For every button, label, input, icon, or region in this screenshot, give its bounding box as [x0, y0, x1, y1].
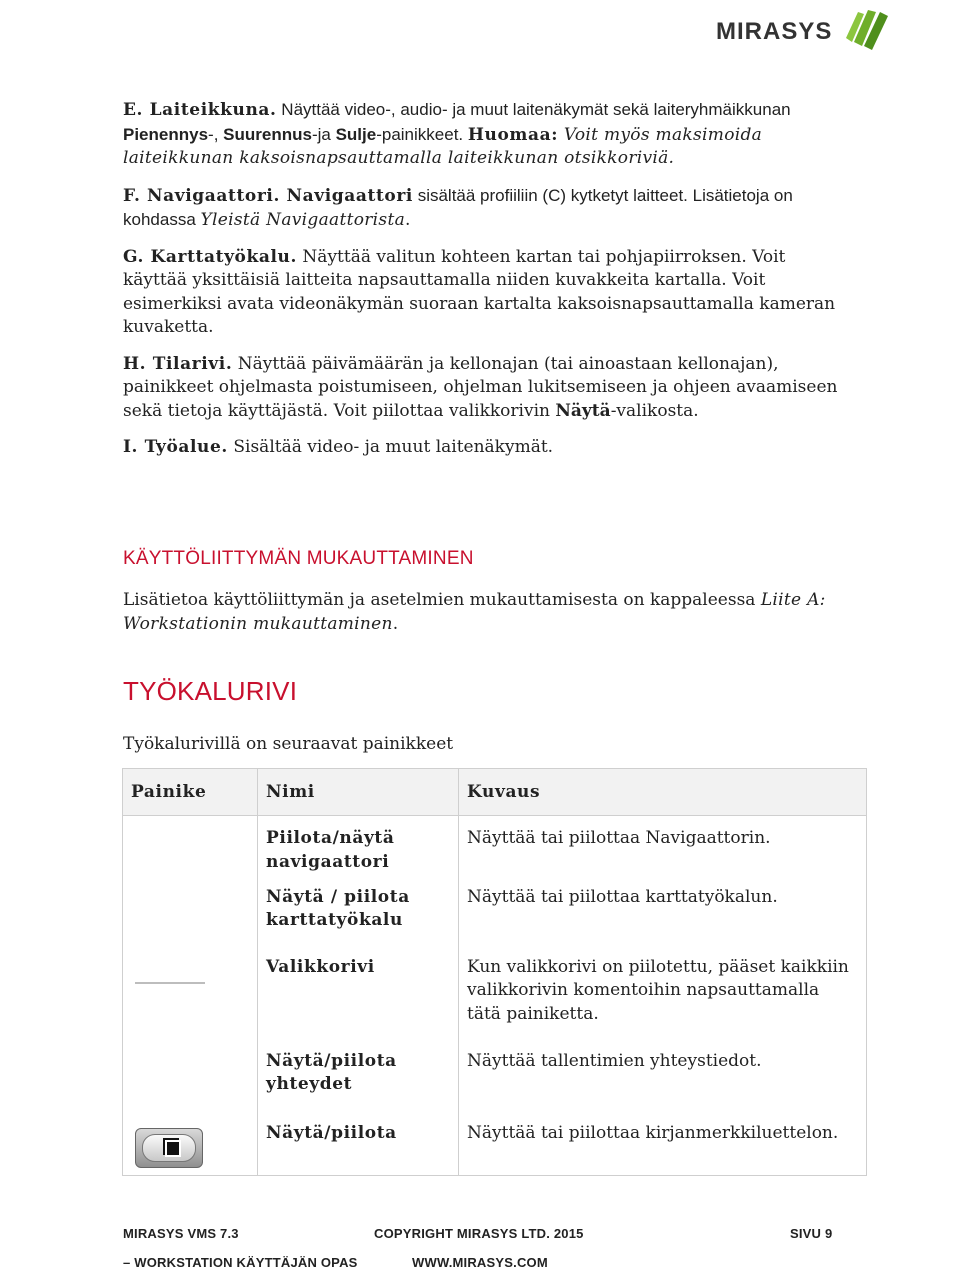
item-e-b2: Suurennus: [223, 124, 312, 144]
button-cell: [123, 816, 258, 886]
table-header-row: [123, 769, 867, 816]
item-g: [123, 246, 853, 340]
item-g-label: G. Karttatyökalu.: [123, 246, 298, 267]
item-h: [123, 353, 853, 424]
row-description: Näyttää tai piilottaa karttatyökalun.: [459, 886, 867, 956]
header-kuvaus: Kuvaus: [459, 769, 867, 816]
item-f-label: F. Navigaattori.: [123, 185, 280, 206]
item-e-note: Voit myös maksimoida laiteikkunan kaksoisnapsauttamalla laiteikkunan otsikkoriviä.: [123, 124, 763, 168]
item-e-b3: Sulje: [335, 124, 377, 144]
row-description: Näyttää tai piilottaa kirjanmerkkiluettelon.: [459, 1120, 867, 1176]
item-e-label: E. Laiteikkuna.: [123, 100, 277, 120]
item-e-note-label: Huomaa:: [467, 124, 559, 145]
customize-end: .: [392, 613, 399, 634]
header-painike: Painike: [123, 769, 258, 816]
row-name: Näytä/piilota yhteydet: [258, 1050, 459, 1120]
row-description: Näyttää tallentimien yhteystiedot.: [459, 1050, 867, 1120]
item-i-label: I. Työalue.: [123, 437, 228, 457]
row-name: Näytä / piilota karttatyökalu: [258, 886, 459, 956]
button-cell: [123, 886, 258, 956]
item-f-link: Yleistä Navigaattorista: [200, 210, 406, 230]
item-h-label: H. Tilarivi.: [123, 353, 233, 374]
item-e-text: Näyttää video-, audio- ja muut laitenäkymät sekä laiteryhmäikkunan: [276, 100, 791, 119]
footer-guide: – WORKSTATION KÄYTTÄJÄN OPAS: [123, 1255, 358, 1270]
item-h-text: Näyttää päivämäärän ja kellonajan (tai ainoastaan kellonajan), painikkeet ohjelmasta poistumiseen, ohjelman lukitsemiseen ja ohjeen avaamiseen sekä tietoja käyttäjästä. Voit piilottaa valikkorivin: [123, 353, 838, 421]
logo-text: MIRASYS: [716, 18, 833, 45]
section-heading-customize: KÄYTTÖLIITTYMÄN MUKAUTTAMINEN: [123, 548, 474, 569]
row-name: Näytä/piilota: [258, 1120, 459, 1176]
row-name: Valikkorivi: [258, 956, 459, 1050]
mirasys-logo: [716, 6, 896, 54]
button-cell: [123, 956, 258, 1050]
item-f: [123, 184, 853, 233]
toolbar-intro: Työkalurivillä on seuraavat painikkeet: [123, 734, 454, 754]
footer-page: SIVU 9: [790, 1226, 833, 1241]
item-i: [123, 436, 853, 460]
table-row: [123, 956, 867, 1050]
section-customize-text: [123, 589, 853, 636]
button-cell: [123, 1120, 258, 1176]
footer-product: MIRASYS VMS 7.3: [123, 1226, 239, 1241]
row-description: Kun valikkorivi on piilotettu, pääset kaikkiin valikkorivin komentoihin napsauttamalla tätä painiketta.: [459, 956, 867, 1050]
item-e-b1: Pienennys: [123, 124, 209, 144]
table-row: [123, 1120, 867, 1176]
bookmark-toggle-icon[interactable]: [135, 1128, 203, 1168]
item-e: [123, 98, 853, 171]
toolbar-table: [122, 768, 867, 1176]
table-row: [123, 816, 867, 886]
button-cell: [123, 1050, 258, 1120]
item-h-b1: Näytä: [555, 400, 611, 421]
footer-copyright: COPYRIGHT MIRASYS LTD. 2015: [374, 1226, 584, 1241]
table-row: [123, 886, 867, 956]
item-f-text: sisältää profiiliin (C) kytketyt laitteet. Lisätietoja on kohdassa: [123, 185, 793, 229]
item-e-t4: -painikkeet.: [376, 124, 468, 144]
item-g-text: Näyttää valitun kohteen kartan tai pohjapiirroksen. Voit käyttää yksittäisiä laitteita napsauttamalla niiden kuvakkeita kartalla. Voit esimerkiksi avata videonäkymän suoraan kartalta kaksoisnapsauttamalla kameran kuvaketta.: [123, 246, 836, 337]
item-f-b1: Navigaattori: [279, 185, 413, 206]
customize-link: Liite A: Workstationin mukauttaminen: [123, 590, 826, 634]
row-description: Näyttää tai piilottaa Navigaattorin.: [459, 816, 867, 886]
item-e-t3: -ja: [311, 124, 336, 144]
table-row: [123, 1050, 867, 1120]
logo-leaf-icon: [844, 8, 888, 50]
item-h-end: -valikosta.: [610, 400, 699, 421]
item-f-end: .: [405, 210, 411, 230]
feature-list: [123, 98, 853, 460]
customize-text: Lisätietoa käyttöliittymän ja asetelmien mukauttamisesta on kappaleessa: [123, 590, 761, 610]
item-i-text: Sisältää video- ja muut laitenäkymät.: [227, 437, 554, 457]
row-name: Piilota/näytä navigaattori: [258, 816, 459, 886]
header-nimi: Nimi: [258, 769, 459, 816]
footer-url: WWW.MIRASYS.COM: [412, 1255, 548, 1270]
menu-bar-icon[interactable]: [135, 982, 205, 984]
item-e-t2: -,: [208, 124, 224, 144]
section-heading-toolbar: TYÖKALURIVI: [123, 676, 298, 706]
